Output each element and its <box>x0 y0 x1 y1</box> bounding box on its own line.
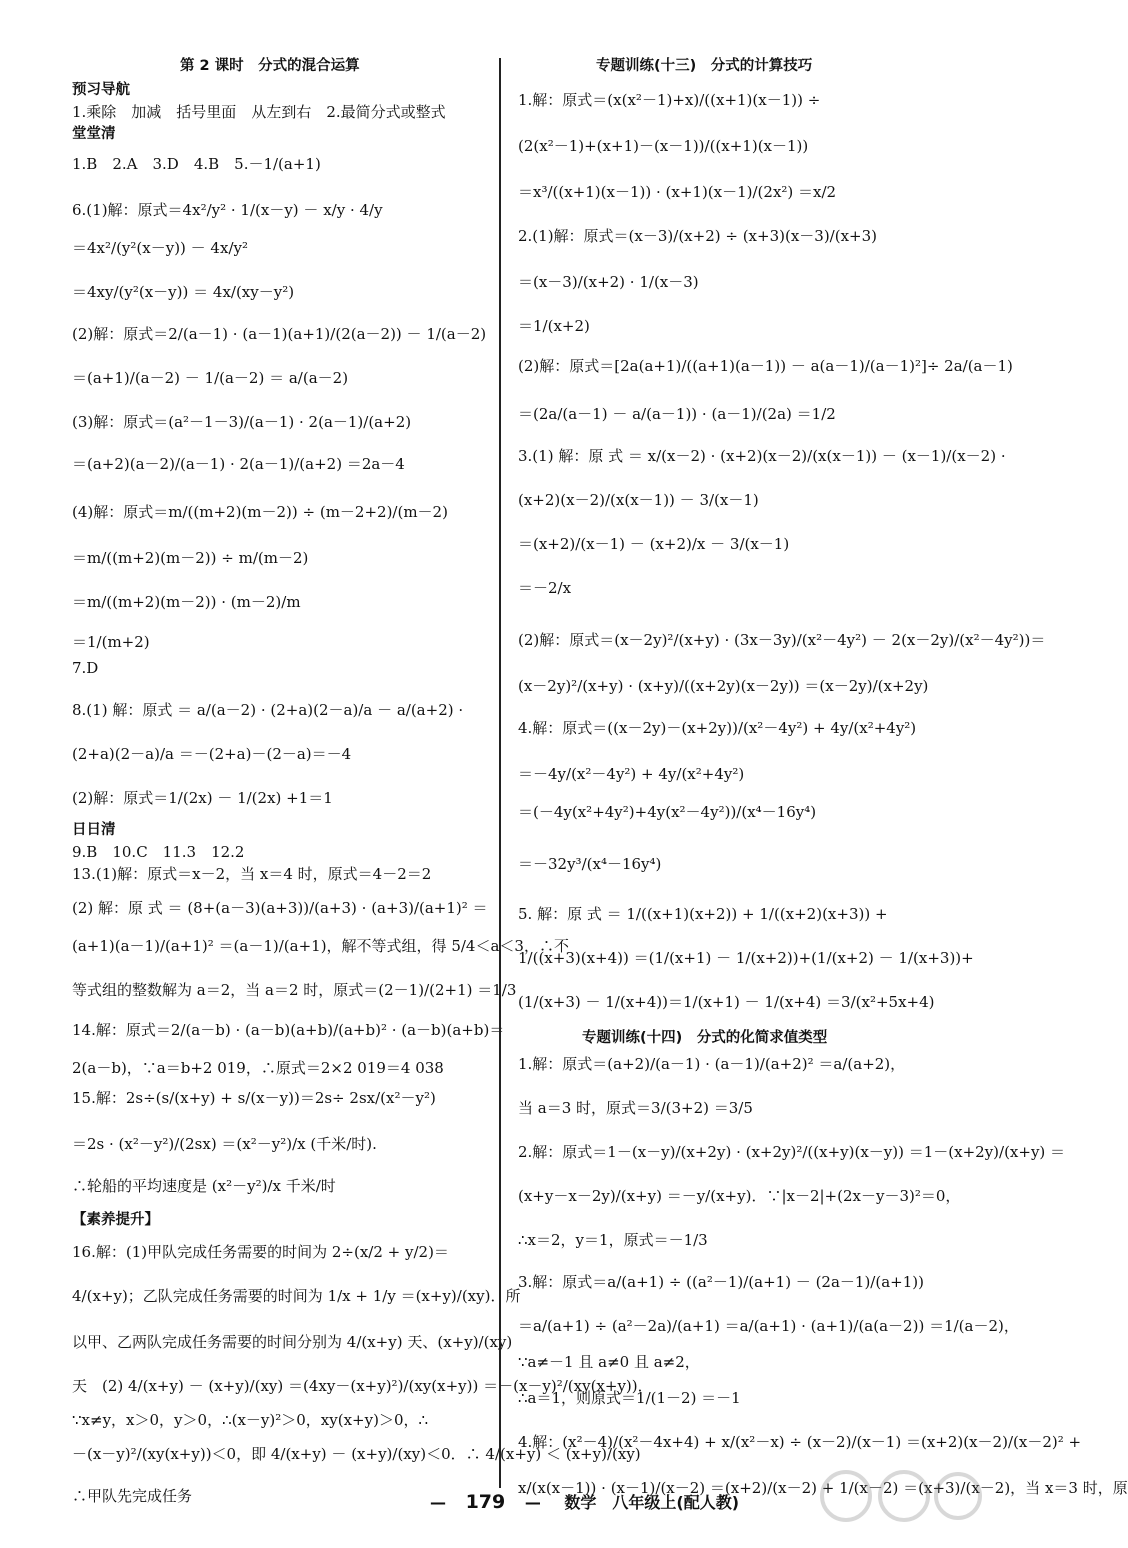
answer-line: ＝－2/x <box>518 579 572 597</box>
answer-line: (2+a)(2－a)/a ＝－(2+a)－(2－a)＝－4 <box>72 745 352 763</box>
answer-line: (2)解：原式＝[2a(a+1)/((a+1)(a－1)) － a(a－1)/(a－1)²]÷ 2a/(a－1) <box>518 357 1013 375</box>
answer-line: 2.解：原式＝1－(x－y)/(x+2y) · (x+2y)²/((x+y)(x－y)) ＝1－(x+2y)/(x+y) ＝ <box>518 1143 1066 1161</box>
answer-line: 2.(1)解：原式＝(x－3)/(x+2) ÷ (x+3)(x－3)/(x+3) <box>518 227 878 245</box>
answer-line: (2)解：原式＝2/(a－1) · (a－1)(a+1)/(2(a－2)) － 1/(a－2) <box>72 325 487 343</box>
answer-line: ＝4x²/(y²(x－y)) － 4x/y² <box>72 239 248 257</box>
answer-line: ＝4xy/(y²(x－y)) ＝ 4x/(xy－y²) <box>72 283 295 301</box>
answer-line: 15.解：2s÷(s/(x+y) + s/(x－y))＝2s÷ 2sx/(x²－y²) <box>72 1089 436 1107</box>
answer-line: (2) 解：原 式 ＝ (8+(a－3)(a+3))/(a+3) · (a+3)/(a+1)² ＝ <box>72 899 488 917</box>
section-title: 专题训练(十四) 分式的化简求值类型 <box>582 1030 828 1046</box>
answer-line: (2(x²－1)+(x+1)－(x－1))/((x+1)(x－1)) <box>518 137 809 155</box>
footer-dash-left: — <box>430 1493 446 1512</box>
answer-line: 5. 解：原 式 ＝ 1/((x+1)(x+2)) + 1/((x+2)(x+3)) + <box>518 905 888 923</box>
answer-line: 3.解：原式＝a/(a+1) ÷ ((a²－1)/(a+1) － (2a－1)/(a+1)) <box>518 1273 924 1291</box>
page-footer <box>430 1492 739 1514</box>
answer-line: (2)解：原式＝1/(2x) － 1/(2x) +1＝1 <box>72 789 333 807</box>
answer-line: ＝a/(a+1) ÷ (a²－2a)/(a+1) ＝a/(a+1) · (a+1)/(a(a－2)) ＝1/(a－2)， <box>518 1317 1019 1335</box>
answer-line: 4/(x+y)；乙队完成任务需要的时间为 1/x + 1/y ＝(x+y)/(xy)．所 <box>72 1287 521 1305</box>
column-divider <box>499 58 501 1488</box>
answer-line: ＝m/((m+2)(m－2)) · (m－2)/m <box>72 593 301 611</box>
answer-line: 7.D <box>72 659 99 677</box>
answer-line: (1/(x+3) － 1/(x+4))＝1/(x+1) － 1/(x+4) ＝3/(x²+5x+4) <box>518 993 935 1011</box>
page-number: 179 <box>465 1491 506 1513</box>
answer-line: (x+2)(x－2)/(x(x－1)) － 3/(x－1) <box>518 491 759 509</box>
answer-line: ＝2s · (x²－y²)/(2sx) ＝(x²－y²)/x (千米/时). <box>72 1135 377 1153</box>
answer-line: ＝(－4y(x²+4y²)+4y(x²－4y²))/(x⁴－16y⁴) <box>518 803 817 821</box>
answer-line: 当 a＝3 时，原式＝3/(3+2) ＝3/5 <box>518 1099 753 1117</box>
answer-line: 1.B 2.A 3.D 4.B 5.－1/(a+1) <box>72 155 321 173</box>
answer-line: 2(a－b)，∵a＝b+2 019，∴原式＝2×2 019＝4 038 <box>72 1059 444 1077</box>
answer-line: 天 (2) 4/(x+y) － (x+y)/(xy) ＝(4xy－(x+y)²)/(xy(x+y)) ＝－(x－y)²/(xy(x+y))． <box>72 1377 653 1395</box>
answer-line: 9.B 10.C 11.3 12.2 <box>72 843 245 861</box>
answer-line: 13.(1)解：原式＝x－2，当 x＝4 时，原式＝4－2＝2 <box>72 865 432 883</box>
answer-line: ∵a≠－1 且 a≠0 且 a≠2， <box>518 1353 700 1371</box>
answer-line: ＝－32y³/(x⁴－16y⁴) <box>518 855 662 873</box>
section-heading: 【素养提升】 <box>72 1212 159 1228</box>
answer-line: 3.(1) 解：原 式 ＝ x/(x－2) · (x+2)(x－2)/(x(x－1)) － (x－1)/(x－2) · <box>518 447 1006 465</box>
answer-line: ∴x＝2，y＝1，原式＝－1/3 <box>518 1231 708 1249</box>
section-heading: 预习导航 <box>72 82 130 98</box>
answer-line: ＝(a+2)(a－2)/(a－1) · 2(a－1)/(a+2) ＝2a－4 <box>72 455 405 473</box>
answer-line: (x+y－x－2y)/(x+y) ＝－y/(x+y)．∵|x－2|+(2x－y－3)²＝0， <box>518 1187 961 1205</box>
answer-line: ＝1/(x+2) <box>518 317 590 335</box>
answer-line: (a+1)(a－1)/(a+1)² ＝(a－1)/(a+1)，解不等式组，得 5/4＜a＜3，∴不 <box>72 937 569 955</box>
book-title: 数学 八年级上(配人教) <box>564 1493 740 1512</box>
answer-line: (x－2y)²/(x+y) · (x+y)/((x+2y)(x－2y)) ＝(x－2y)/(x+2y) <box>518 677 929 695</box>
answer-line: 等式组的整数解为 a＝2，当 a＝2 时，原式＝(2－1)/(2+1) ＝1/3 <box>72 981 517 999</box>
section-heading: 堂堂清 <box>72 126 116 142</box>
answer-line: ＝(a+1)/(a－2) － 1/(a－2) ＝ a/(a－2) <box>72 369 349 387</box>
answer-line: 1.解：原式＝(x(x²－1)+x)/((x+1)(x－1)) ÷ <box>518 91 821 109</box>
answer-line: ＝(x+2)/(x－1) － (x+2)/x － 3/(x－1) <box>518 535 790 553</box>
answer-line: ∴轮船的平均速度是 (x²－y²)/x 千米/时 <box>72 1177 336 1195</box>
answer-line: 16.解：(1)甲队完成任务需要的时间为 2÷(x/2 + y/2)＝ <box>72 1243 449 1261</box>
footer-dash-right: — <box>524 1493 541 1512</box>
answer-line: －(x－y)²/(xy(x+y))＜0，即 4/(x+y) － (x+y)/(xy)＜0．∴ 4/(x+y) ＜ (x+y)/(xy) <box>72 1445 641 1463</box>
section-title: 专题训练(十三) 分式的计算技巧 <box>596 58 813 74</box>
answer-line: 8.(1) 解：原式 ＝ a/(a－2) · (2+a)(2－a)/a － a/(a+2) · <box>72 701 464 719</box>
answer-line: ＝1/(m+2) <box>72 633 150 651</box>
answer-line: 4.解：(x²－4)/(x²－4x+4) + x/(x²－x) ÷ (x－2)/(x－1) ＝(x+2)(x－2)/(x－2)² + <box>518 1433 1082 1451</box>
answer-line: 14.解：原式＝2/(a－b) · (a－b)(a+b)/(a+b)² · (a－b)(a+b)＝ <box>72 1021 505 1039</box>
section-title: 第 2 课时 分式的混合运算 <box>180 58 360 74</box>
answer-line: ∴a＝1，则原式＝1/(1－2) ＝－1 <box>518 1389 741 1407</box>
answer-line: ＝(2a/(a－1) － a/(a－1)) · (a－1)/(2a) ＝1/2 <box>518 405 836 423</box>
answer-line: 1/((x+3)(x+4)) ＝(1/(x+1) － 1/(x+2))+(1/(x+2) － 1/(x+3))+ <box>518 949 974 967</box>
answer-line: ＝x³/((x+1)(x－1)) · (x+1)(x－1)/(2x²) ＝x/2 <box>518 183 837 201</box>
answer-line: 6.(1)解：原式＝4x²/y² · 1/(x－y) － x/y · 4/y <box>72 201 383 219</box>
answer-line: ＝m/((m+2)(m－2)) ÷ m/(m－2) <box>72 549 309 567</box>
watermark-logo <box>808 1466 984 1542</box>
answer-line: ＝(x－3)/(x+2) · 1/(x－3) <box>518 273 699 291</box>
answer-line: (4)解：原式＝m/((m+2)(m－2)) ÷ (m－2+2)/(m－2) <box>72 503 448 521</box>
answer-line: 4.解：原式＝((x－2y)－(x+2y))/(x²－4y²) + 4y/(x²+4y²) <box>518 719 917 737</box>
answer-line: 1.解：原式＝(a+2)/(a－1) · (a－1)/(a+2)² ＝a/(a+2)， <box>518 1055 906 1073</box>
answer-line: (2)解：原式＝(x－2y)²/(x+y) · (3x－3y)/(x²－4y²) － 2(x－2y)/(x²－4y²))＝ <box>518 631 1046 649</box>
answer-line: 1.乘除 加减 括号里面 从左到右 2.最简分式或整式 <box>72 103 446 121</box>
answer-line: ∵x≠y，x＞0，y＞0，∴(x－y)²＞0，xy(x+y)＞0，∴ <box>72 1411 429 1429</box>
section-heading: 日日清 <box>72 822 116 838</box>
answer-line: ∴甲队先完成任务 <box>72 1487 193 1505</box>
answer-line: ＝－4y/(x²－4y²) + 4y/(x²+4y²) <box>518 765 745 783</box>
answer-line: x/(x(x－1)) · (x－1)/(x－2) ＝(x+2)/(x－2) + 1/(x－2) ＝(x+3)/(x－2)，当 x＝3 时，原 <box>518 1479 1128 1497</box>
answer-line: (3)解：原式＝(a²－1－3)/(a－1) · 2(a－1)/(a+2) <box>72 413 412 431</box>
answer-line: 以甲、乙两队完成任务需要的时间分别为 4/(x+y) 天、(x+y)/(xy) <box>72 1333 513 1351</box>
